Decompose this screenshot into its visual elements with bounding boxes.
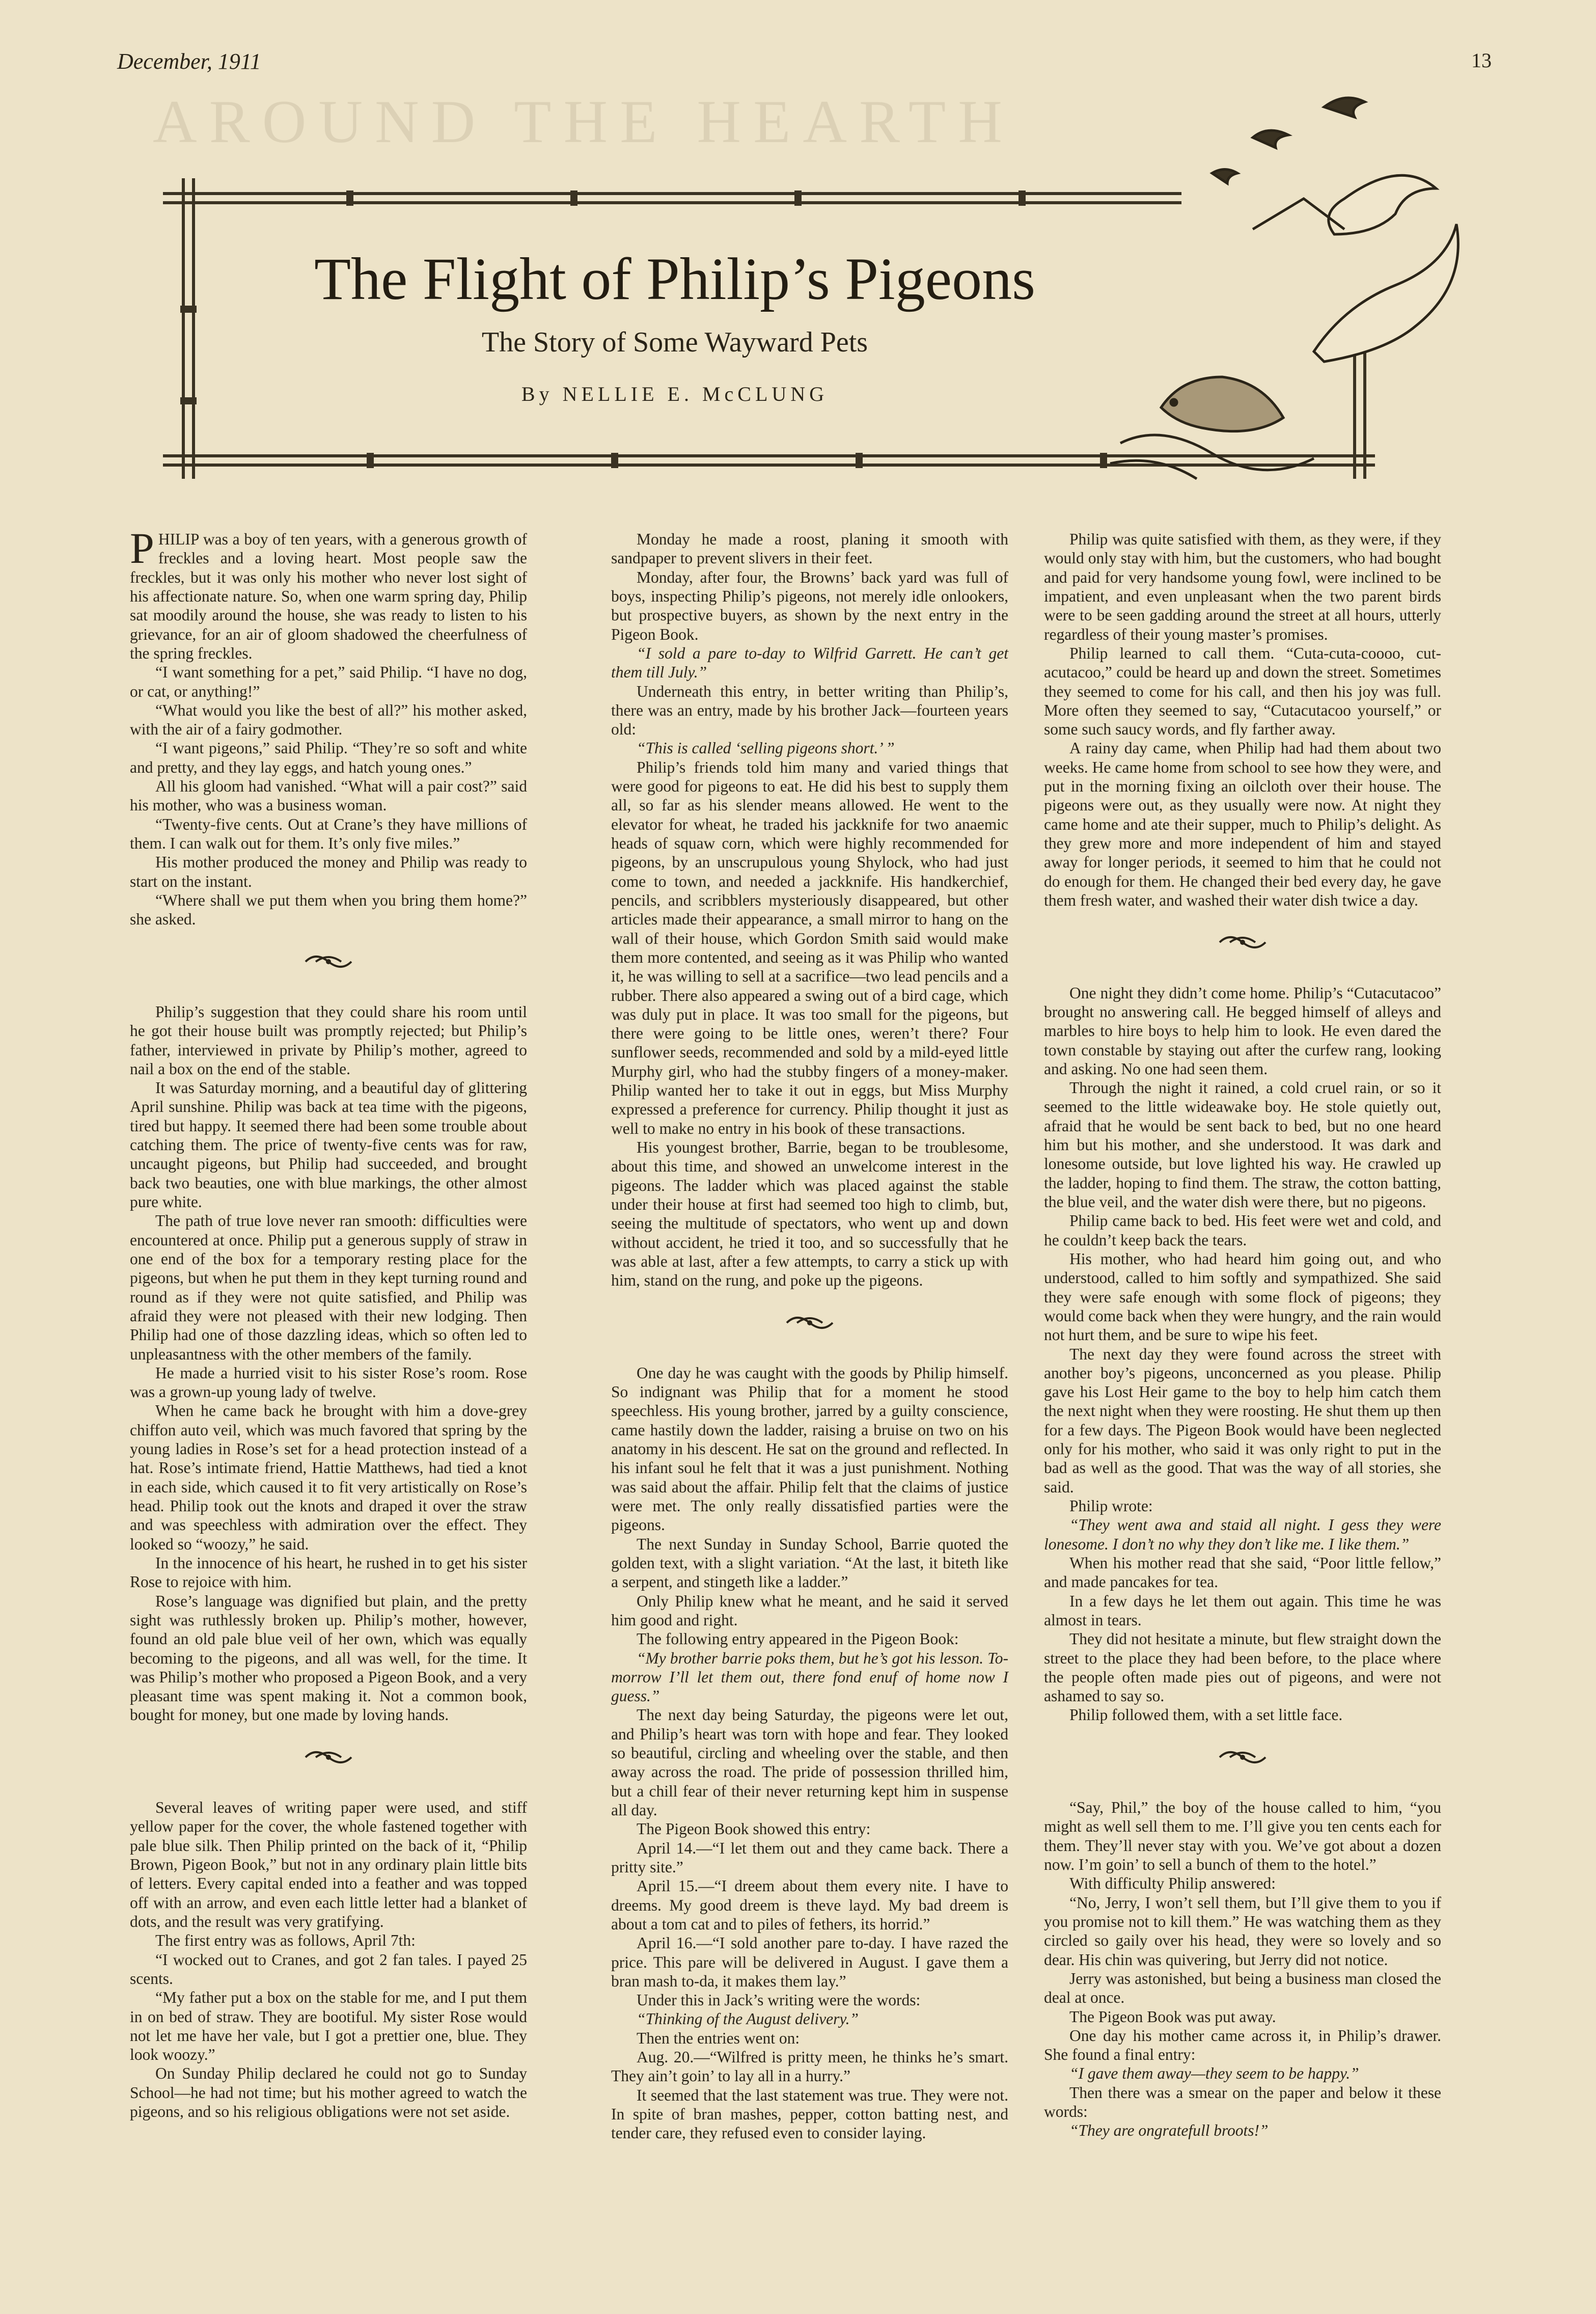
paragraph: Through the night it rained, a cold cruel rain, or so it seemed to the little wideawake boy. He stole quietly out, afraid that he would be sent back to bed, but no one heard him but his mother, and she understood. It was dark and lonesome outside, but love lighted his way. He crawled up the ladder, hoping to find them. The straw, the cotton batting, the blue veil, and the water dish were there, but no pigeons.: [1044, 1079, 1441, 1211]
paragraph: Monday he made a roost, planing it smooth with sandpaper to prevent slivers in their feet.: [611, 530, 1008, 567]
paragraph: His mother produced the money and Philip was ready to start on the instant.: [130, 853, 527, 890]
paragraph: “I wocked out to Cranes, and got 2 fan tales. I payed 25 scents.: [130, 1950, 527, 1988]
paragraph: He made a hurried visit to his sister Rose’s room. Rose was a grown-up young lady of twelve.: [130, 1364, 527, 1401]
section-ornament-icon: [1044, 931, 1441, 958]
paragraph: It was Saturday morning, and a beautiful day of glittering April sunshine. Philip was back at tea time with the pigeons, tired but happy. It seemed there had been some trouble about catching them. The price of twenty-five cents was for raw, uncaught pigeons, but Philip had succeeded, and brought back two beauties, one with blue markings, the other almost pure white.: [130, 1079, 527, 1211]
section-ornament-icon: [130, 1746, 527, 1773]
paragraph: The first entry was as follows, April 7th:: [155, 1931, 416, 1950]
pigeon-book-entry: “Thinking of the August delivery.”: [637, 2010, 859, 2028]
pigeons-illustration-icon: [1059, 76, 1477, 499]
show-through-heading: AROUND THE HEARTH: [153, 88, 1014, 155]
paragraph: Philip was quite satisfied with them, as they were, if they would only stay with him, but the customers, who had bought and paid for very handsome young fowl, were inclined to be impatient, and even unpleasant when the two parent birds were to be seen gadding around the street at all hours, utterly regardless of their young master’s promises.: [1044, 530, 1441, 643]
paragraph: The next Sunday in Sunday School, Barrie quoted the golden text, with a slight variation. “At the last, it biteth like a serpent, and stingeth like a ladder.”: [611, 1535, 1008, 1591]
paragraph: Monday, after four, the Browns’ back yard was full of boys, inspecting Philip’s pigeons, not merely idle onlookers, but prospective buyers, as shown by the next entry in the Pigeon Book.: [611, 568, 1008, 643]
paragraph: Philip’s suggestion that they could share his room until he got their house built was promptly rejected; but Philip’s father, interviewed in private by Philip’s mother, agreed to nail a box on the end of the stable.: [130, 1002, 527, 1078]
running-head: [117, 48, 1492, 79]
paragraph: Underneath this entry, in better writing than Philip’s, there was an entry, made by his brother Jack—fourteen years old:: [611, 682, 1008, 739]
paragraph: His youngest brother, Barrie, began to be troublesome, about this time, and showed an unwelcome interest in the pigeons. The ladder which was placed against the stable under their house at first had seemed too high to climb, but, seeing the multitude of spectators, who went up and down without accident, he tried it too, and so successfully that he was able at last, after a few attempts, to carry a stick up with him, stand on the rung, and poke up the pigeons.: [611, 1138, 1008, 1290]
paragraph: When he came back he brought with him a dove-grey chiffon auto veil, which was much favored that spring by the young ladies in Rose’s set for a head protection instead of a hat. Rose’s intimate friend, Hattie Matthews, had tied a knot in each side, which caused it to fit very artistically on Rose’s head. Philip took out the knots and draped it over the straw and was speechless with admiration over the effect. They looked so “woozy,” he said.: [130, 1402, 527, 1553]
paragraph: “I want pigeons,” said Philip. “They’re so soft and white and pretty, and they lay eggs, and hatch young ones.”: [130, 739, 527, 776]
paragraph: One night they didn’t come home. Philip’s “Cutacutacoo” brought no answering call. He begged himself of alleys and marbles to hire boys to help him to look. He even dared the town constable by staying out after the curfew rang, looking and asking. No one had seen them.: [1044, 984, 1441, 1078]
pigeon-book-entry: April 14.—“I let them out and they came back. There a pritty site.”: [611, 1839, 1008, 1876]
section-ornament-icon: [1044, 1746, 1441, 1773]
paragraph: Then there was a smear on the paper and below it these words:: [1044, 2083, 1441, 2121]
paragraph: The next day they were found across the street with another boy’s pigeons, unconcerned as you please. Philip gave his Lost Heir game to the boy to help him catch them the next night when they were roosting. He shut them up then for a few days. The Pigeon Book would have been neglected only for his mother, who said it was only right to put in the bad as well as the good. That was the way of all stories, she said.: [1044, 1345, 1441, 1496]
paragraph: Philip’s friends told him many and varied things that were good for pigeons to eat. He did his best to supply them all, so far as his slender means allowed. He went to the elevator for wheat, he traded his jackknife for two anaemic heads of squaw corn, which were highly recommended for pigeons, by an unscrupulous young Shylock, who had just come to town, and needed a jackknife. His handkerchief, pencils, and scribblers mysteriously disappeared, but other articles made their appearance, a small mirror to hang on the wall of their house, which Gordon Smith said would make them more contented, and seeing as it was Philip who wanted it, he was willing to sell at a sacrifice—two lead pencils and a rubber. There also appeared a swing out of a bird cage, which was duly put in place. It was too small for the pigeons, but there were going to be little ones, weren’t there? Four sunflower seeds, recommended and sold by a mild-eyed little Murphy girl, who had the stubby fingers of a money-maker. Philip wanted her to take it out in eggs, but Miss Murphy expressed a preference for currency. Philip thought it just as well to make no entry in his book of these transactions.: [611, 758, 1008, 1137]
paragraph: “I want something for a pet,” said Philip. “I have no dog, or cat, or anything!”: [130, 663, 527, 700]
pigeon-book-entry: “This is called ‘selling pigeons short.’ ”: [637, 739, 895, 757]
pigeon-book-entry: April 16.—“I sold another pare to-day. I have razed the price. This pare will be delivered in August. I gave them a bran mash to-da, it makes them lay.”: [611, 1934, 1008, 1990]
section-ornament-icon: [130, 950, 527, 977]
paragraph: “No, Jerry, I won’t sell them, but I’ll give them to you if you promise not to kill them.” He was watching them as they circled so gaily over his head, they were so lovely and so dear. His chin was quivering, but Jerry did not notice.: [1044, 1893, 1441, 1969]
paragraph: Rose’s language was dignified but plain, and the pretty sight was ruthlessly broken up. Philip’s mother, however, found an old pale blue veil of her own, which was equally becoming to the pigeons, and all was well, for the time. It was Philip’s mother who proposed a Pigeon Book, and a very pleasant time was spent making it. Not a common book, bought for money, but one made by loving hands.: [130, 1592, 527, 1724]
paragraph: “What would you like the best of all?” his mother asked, with the air of a fairy godmother.: [130, 701, 527, 739]
column-2: [611, 530, 1008, 2143]
paragraph: Under this in Jack’s writing were the words:: [637, 1991, 921, 2009]
paragraph: Then the entries went on:: [637, 2029, 800, 2047]
pigeon-book-entry: “I sold a pare to-day to Wilfrid Garrett. He can’t get them till July.”: [611, 644, 1008, 682]
paragraph: Several leaves of writing paper were used, and stiff yellow paper for the cover, the whole fastened together with pale blue silk. Then Philip printed on the back of it, “Philip Brown, Pigeon Book,” but not in any ordinary plain little bits of letters. Every capital ended into a feather and was topped off with an arrow, and even each little letter had a blanket of dots, and the result was very gratifying.: [130, 1799, 527, 1930]
page-number: 13: [1471, 49, 1492, 72]
paragraph: The next day being Saturday, the pigeons were let out, and Philip’s heart was torn with hope and fear. They looked so beautiful, circling and wheeling over the stable, and then away across the road. The pride of possession thrilled him, but a chill fear of their never returning kept him in suspense all day.: [611, 1706, 1008, 1819]
issue-date: December, 1911: [117, 49, 261, 74]
paragraph: The path of true love never ran smooth: difficulties were encountered at once. Philip put a generous supply of straw in one end of the box for a temporary resting place for the pigeons, but when he put them in they kept turning round and round as if they were not quite satisfied, and Philip was afraid they were not pleased with their new lodging. Then Philip had one of those dazzling ideas, which so often led to unpleasantness with the other members of the family.: [130, 1212, 527, 1363]
pigeon-book-entry: Aug. 20.—“Wilfred is pritty meen, he thinks he’s smart. They ain’t goin’ to lay all in a hurry.”: [611, 2048, 1008, 2085]
paragraph: It seemed that the last statement was true. They were not. In spite of bran mashes, pepper, cotton batting nest, and tender care, they refused even to consider laying.: [611, 2086, 1008, 2142]
section-ornament-icon: [611, 1312, 1008, 1338]
paragraph: Philip came back to bed. His feet were wet and cold, and he couldn’t keep back the tears.: [1044, 1212, 1441, 1249]
paragraph: All his gloom had vanished. “What will a pair cost?” said his mother, who was a business woman.: [130, 777, 527, 814]
pigeon-book-entry: “My brother barrie poks them, but he’s got his lesson. To-morrow I’ll let them out, there fond enuf of home now I guess.”: [611, 1649, 1008, 1705]
drop-cap: P: [130, 524, 154, 573]
paragraph: Philip learned to call them. “Cuta-cuta-coooo, cut-acutacoo,” could be heard up and down the street. Sometimes they seemed to come for his call, and then his joy was full. More often they seemed to say, “Cutacutacoo yourself,” or some such saucy words, and fly farther away.: [1044, 644, 1441, 739]
paragraph: In a few days he let them out again. This time he was almost in tears.: [1044, 1592, 1441, 1629]
article-title: The Flight of Philip’s Pigeons: [314, 246, 1036, 312]
column-3: [1044, 530, 1441, 2140]
paragraph: “My father put a box on the stable for me, and I put them in on bed of straw. They are bootiful. My sister Rose would not let me have her vale, but I got a prettier one, blue. They look woozy.”: [130, 1989, 527, 2064]
paragraph: Philip wrote:: [1069, 1497, 1153, 1515]
paragraph: With difficulty Philip answered:: [1069, 1874, 1276, 1893]
paragraph: “Where shall we put them when you bring them home?” she asked.: [130, 891, 527, 929]
paragraph: The following entry appeared in the Pigeon Book:: [637, 1630, 959, 1648]
paragraph: Philip followed them, with a set little face.: [1069, 1706, 1343, 1724]
paragraph: “Say, Phil,” the boy of the house called to him, “you might as well sell them to me. I’ll give you ten cents each for them. They’ll never stay with you. We’ve got about a dozen now. I’m goin’ to sell a bunch of them to the hotel.”: [1044, 1799, 1441, 1873]
paragraph: PHILIP was a boy of ten years, with a generous growth of freckles and a loving heart. Most people saw the freckles, but it was only his mother who never lost sight of his affectionate nature. So, when one warm spring day, Philip sat moodily around the house, she was ready to listen to his grievance, for an air of gloom shadowed the cheerfulness of the spring freckles.: [130, 524, 527, 662]
paragraph: One day his mother came across it, in Philip’s drawer. She found a final entry:: [1044, 2026, 1441, 2064]
pigeon-book-entry: April 15.—“I dreem about them every nite. I have to dreems. My good dreem is theve layd. My bad dreem is about a tom cat and to piles of fethers, its horrid.”: [611, 1877, 1008, 1933]
paragraph: On Sunday Philip declared he could not go to Sunday School—he had not time; but his mother agreed to watch the pigeons, and so his religious obligations were not set aside.: [130, 2064, 527, 2121]
paragraph: The Pigeon Book showed this entry:: [637, 1820, 871, 1838]
paragraph: A rainy day came, when Philip had had them about two weeks. He came home from school to see how they were, and put in the morning fixing an oilcloth over their house. The pigeons were out, as they usually were now. At night they came home and ate their supper, much to Philip’s delight. As they grew more and more independent of him and stayed away for longer periods, it seemed to him that he could not do enough for them. He changed their bed every day, he gave them fresh water, and washed their water dish twice a day.: [1044, 739, 1441, 909]
paragraph: The Pigeon Book was put away.: [1069, 2007, 1276, 2026]
pigeon-book-entry: “They went awa and staid all night. I gess they were lonesome. I don’t no why they don’t like me. I like them.”: [1044, 1516, 1441, 1553]
column-1: [130, 524, 527, 2121]
paragraph: They did not hesitate a minute, but flew straight down the street to the place they had been before, to the place where the people often made pies out of pigeons, and were not ashamed to say so.: [1044, 1630, 1441, 1705]
author-byline: By NELLIE E. McCLUNG: [521, 383, 829, 405]
pigeon-book-entry: “I gave them away—they seem to be happy.”: [1069, 2064, 1359, 2083]
pigeon-book-entry: “They are ongratefull broots!”: [1069, 2121, 1269, 2140]
paragraph: Only Philip knew what he meant, and he said it served him good and right.: [611, 1592, 1008, 1629]
article-subtitle: The Story of Some Wayward Pets: [481, 326, 868, 358]
paragraph: When his mother read that she said, “Poor little fellow,” and made pancakes for tea.: [1044, 1554, 1441, 1591]
paragraph: One day he was caught with the goods by Philip himself. So indignant was Philip that for a moment he stood speechless. His young brother, jarred by a guilty conscience, came hastily down the ladder, raising a bruise on two on his anatomy in his descent. He sat on the ground and reflected. In his infant soul he felt that it was a just punishment. Nothing was said about the affair. Philip felt that the claims of justice were met. The only really dissatisfied parties were the pigeons.: [611, 1364, 1008, 1534]
paragraph: His mother, who had heard him going out, and who understood, called to him softly and sympathized. She said they were safe enough with some flock of pigeons; they would come back when they were hungry, and the rain would not hurt them, and be sure to wipe his feet.: [1044, 1249, 1441, 1344]
paragraph: “Twenty-five cents. Out at Crane’s they have millions of them. I can walk out for them. It’s only five miles.”: [130, 815, 527, 852]
paragraph: In the innocence of his heart, he rushed in to get his sister Rose to rejoice with him.: [130, 1554, 527, 1591]
paragraph: Jerry was astonished, but being a business man closed the deal at once.: [1044, 1969, 1441, 2007]
